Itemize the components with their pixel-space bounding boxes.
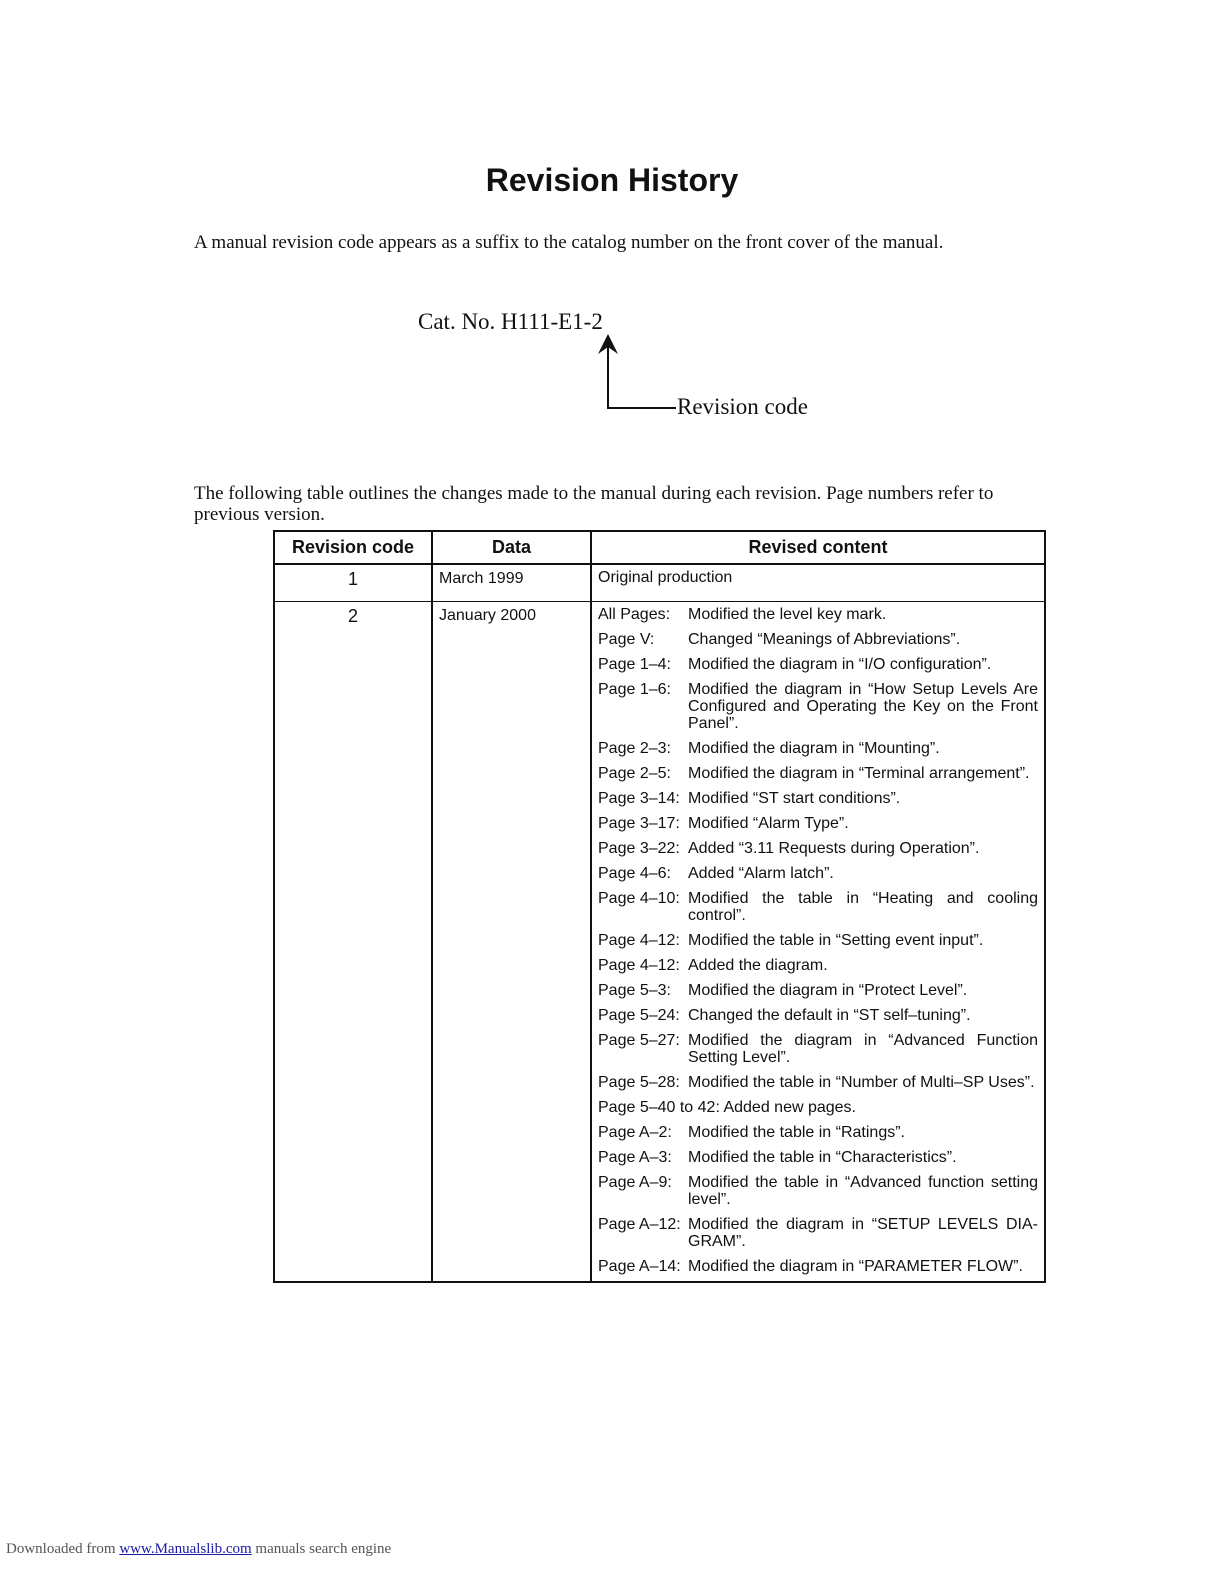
entry-description: Modified the diagram in “I/O configuration”. [688,656,992,673]
entry-page: Page 5–3: [598,982,671,999]
revision-entry [598,1258,1038,1275]
table-row [274,564,1045,602]
entry-description: Changed “Meanings of Abbreviations”. [688,631,961,648]
entry-page: Page A–14: [598,1258,681,1275]
page-title: Revision History [485,162,739,198]
entry-page: Page 3–22: [598,840,680,857]
revision-entry [598,681,1038,732]
date-cell: March 1999 [432,564,591,602]
entry-description: Modified the table in “Characteristics”. [688,1149,957,1166]
entry-description: Added “Alarm latch”. [688,865,834,882]
entry-description: Modified the table in “Heating and cooling control”. [688,890,1038,924]
entry-page: Page 1–6: [598,681,671,698]
entry-description: Modified “Alarm Type”. [688,815,849,832]
revision-entry [598,631,1038,648]
entry-description: Added “3.11 Requests during Operation”. [688,840,980,857]
revision-entry [598,890,1038,924]
revision-entry [598,1174,1038,1208]
revision-entry [598,1124,1038,1141]
entry-page: Page A–2: [598,1124,672,1141]
entry-page: Page 1–4: [598,656,671,673]
revision-code-cell: 2 [274,602,432,1283]
revision-code-label: Revision code [677,394,808,419]
manualslib-link[interactable]: www.Manualslib.com [119,1541,252,1557]
entry-page: Page 2–5: [598,765,671,782]
table-intro-paragraph: The following table outlines the changes made to the manual during each revision. Page numbers refer to previous version. [194,483,994,525]
header-revised-content: Revised content [591,531,1045,564]
table-row [274,602,1045,1283]
entry-description: Modified the diagram in “Terminal arrangement”. [688,765,1030,782]
entry-page: Page 5–24: [598,1007,680,1024]
entry-description: Modified the diagram in “SETUP LEVELS DIA-GRAM”. [688,1216,1038,1250]
revision-entry [598,765,1038,782]
entry-description: Changed the default in “ST self–tuning”. [688,1007,971,1024]
revision-entry [598,865,1038,882]
entry-page: Page 4–12: [598,932,680,949]
revision-entry [598,1074,1038,1091]
entry-page: Page 2–3: [598,740,671,757]
entry-page: Page A–12: [598,1216,681,1233]
entry-description: Modified “ST start conditions”. [688,790,901,807]
footer-suffix: manuals search engine [255,1541,392,1557]
revision-entry [598,815,1038,832]
entry-page: Page 3–17: [598,815,680,832]
entry-description: Modified the diagram in “Mounting”. [688,740,940,757]
entry-page: Page 4–6: [598,865,671,882]
revision-code-cell: 1 [274,564,432,602]
revision-code-arrow-icon [590,330,680,412]
revision-entry [598,1149,1038,1166]
entry-page: Page 5–40 to 42: [598,1099,720,1116]
entry-page: Page 5–28: [598,1074,680,1091]
date-cell: January 2000 [432,602,591,1283]
revision-entry [598,656,1038,673]
entry-description: Modified the diagram in “Protect Level”. [688,982,968,999]
entry-description: Modified the diagram in “How Setup Levels Are Configured and Operating the Key on the Front Panel”. [688,681,1038,732]
revision-entry [598,840,1038,857]
entry-description: Modified the table in “Ratings”. [688,1124,905,1141]
revision-entry [598,790,1038,807]
entry-page: Page 3–14: [598,790,680,807]
revision-entry [598,1007,1038,1024]
revision-entry [598,932,1038,949]
revision-entry [598,982,1038,999]
entry-description: Added new pages. [723,1099,856,1116]
revision-entry [598,740,1038,757]
entry-page: Page V: [598,631,655,648]
header-data: Data [432,531,591,564]
revision-entry [598,1099,1038,1116]
footer-prefix: Downloaded from [6,1541,116,1557]
entry-description: Modified the diagram in “Advanced Function Setting Level”. [688,1032,1038,1066]
entry-page: Page A–3: [598,1149,672,1166]
revision-entry [598,957,1038,974]
revision-entry [598,1032,1038,1066]
entry-description: Modified the level key mark. [688,606,887,623]
table-header-row [274,531,1045,564]
intro-paragraph: A manual revision code appears as a suffix to the catalog number on the front cover of the manual. [194,232,944,253]
entry-page: Page A–9: [598,1174,672,1191]
entry-page: Page 5–27: [598,1032,680,1049]
revision-entry [598,1216,1038,1250]
entry-page: All Pages: [598,606,671,623]
entry-description: Modified the table in “Setting event input”. [688,932,984,949]
revised-content-cell: Original production [591,564,1045,602]
entry-page: Page 4–10: [598,890,680,907]
revision-table [273,530,1046,1283]
entry-page: Page 4–12: [598,957,680,974]
catalog-number: Cat. No. H111-E1-2 [418,309,603,334]
revised-content-cell [591,602,1045,1283]
download-footer [6,1541,391,1558]
entry-description: Modified the table in “Advanced function setting level”. [688,1174,1038,1208]
revision-entry [598,606,1038,623]
header-revision-code: Revision code [274,531,432,564]
entry-description: Added the diagram. [688,957,828,974]
entry-description: Modified the table in “Number of Multi–SP Uses”. [688,1074,1035,1091]
entry-description: Modified the diagram in “PARAMETER FLOW”. [688,1258,1023,1275]
